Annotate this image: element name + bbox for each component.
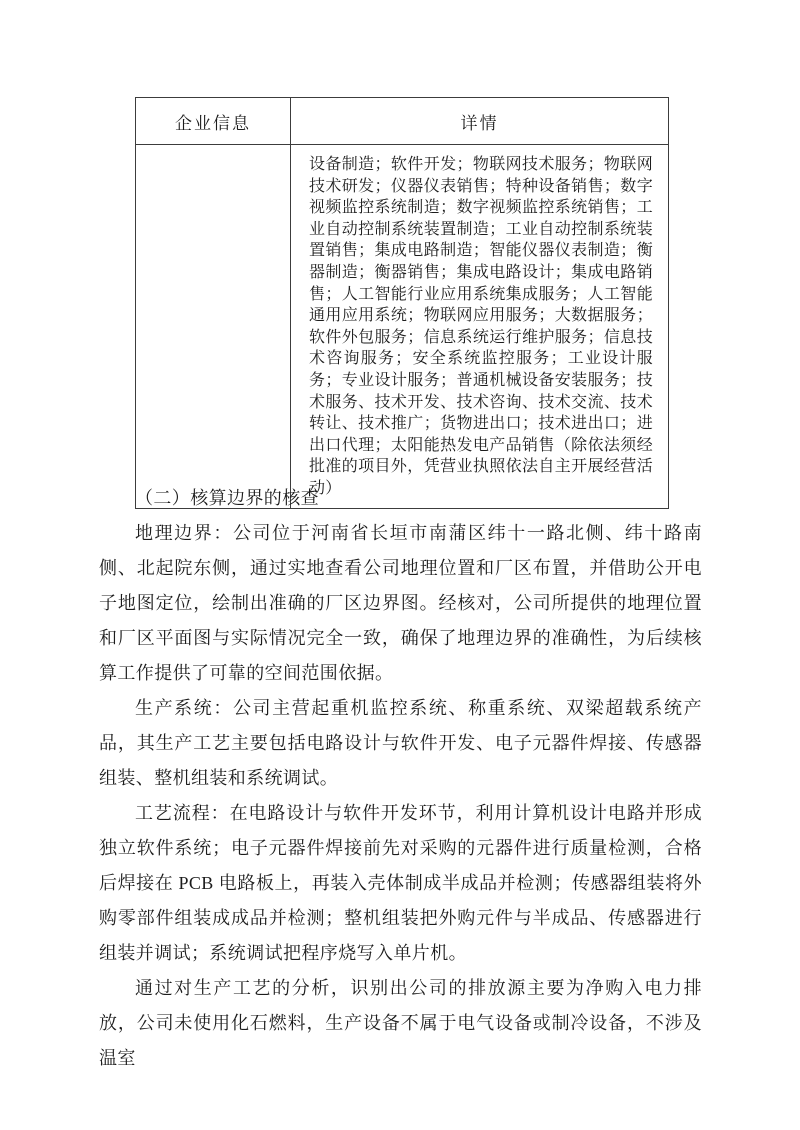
row-detail-cell: 设备制造；软件开发；物联网技术服务；物联网技术研发；仪器仪表销售；特种设备销售；数字视频监控系统制造；数字视频监控系统销售；工业自动控制系统装置制造；工业自动控制系统装置销售；集成电路制造；智能仪器仪表制造；衡器制造；衡器销售；集成电路设计；集成电路销售；人工智能行业应用系统集成服务；人工智能通用应用系统；物联网应用服务；大数据服务；软件外包服务；信息系统运行维护服务；信息技术咨询服务；安全系统监控服务；工业设计服务；专业设计服务；普通机械设备安装服务；技术服务、技术开发、技术咨询、技术交流、技术转让、技术推广；货物进出口；技术进出口；进出口代理；太阳能热发电产品销售（除依法须经批准的项目外，凭营业执照依法自主开展经营活动） [291,145,669,509]
section-heading: （二）核算边界的核查 [135,488,319,508]
column-header-detail: 详情 [291,98,669,145]
paragraph-geographic-boundary: 地理边界：公司位于河南省长垣市南蒲区纬十一路北侧、纬十路南侧、北起院东侧，通过实地查看公司地理位置和厂区布置，并借助公开电子地图定位，绘制出准确的厂区边界图。经核对，公司所提供的地理位置和厂区平面图与实际情况完全一致，确保了地理边界的准确性，为后续核算工作提供了可靠的空间范围依据。 [99,523,702,683]
paragraph-production-system: 生产系统：公司主营起重机监控系统、称重系统、双梁超载系统产品，其生产工艺主要包括电路设计与软件开发、电子元器件焊接、传感器组装、整机组装和系统调试。 [99,698,702,788]
column-header-enterprise-info: 企业信息 [136,98,291,145]
paragraph-process-flow: 工艺流程：在电路设计与软件开发环节，利用计算机设计电路并形成独立软件系统；电子元器件焊接前先对采购的元器件进行质量检测，合格后焊接在 PCB 电路板上，再装入壳体制成半成品并检测；传感器组装将外购零部件组装成成品并检测；整机组装把外购元件与半成品、传感器进行组装并调试；系统调试把程序烧写入单片机。 [99,803,702,963]
document-body [99,481,702,1076]
row-label-cell [136,145,291,509]
enterprise-info-table [135,97,669,509]
table-row [136,145,669,509]
table-header-row [136,98,669,145]
paragraph-emission-source-analysis: 通过对生产工艺的分析，识别出公司的排放源主要为净购入电力排放，公司未使用化石燃料，生产设备不属于电气设备或制冷设备，不涉及温室 [99,978,702,1068]
